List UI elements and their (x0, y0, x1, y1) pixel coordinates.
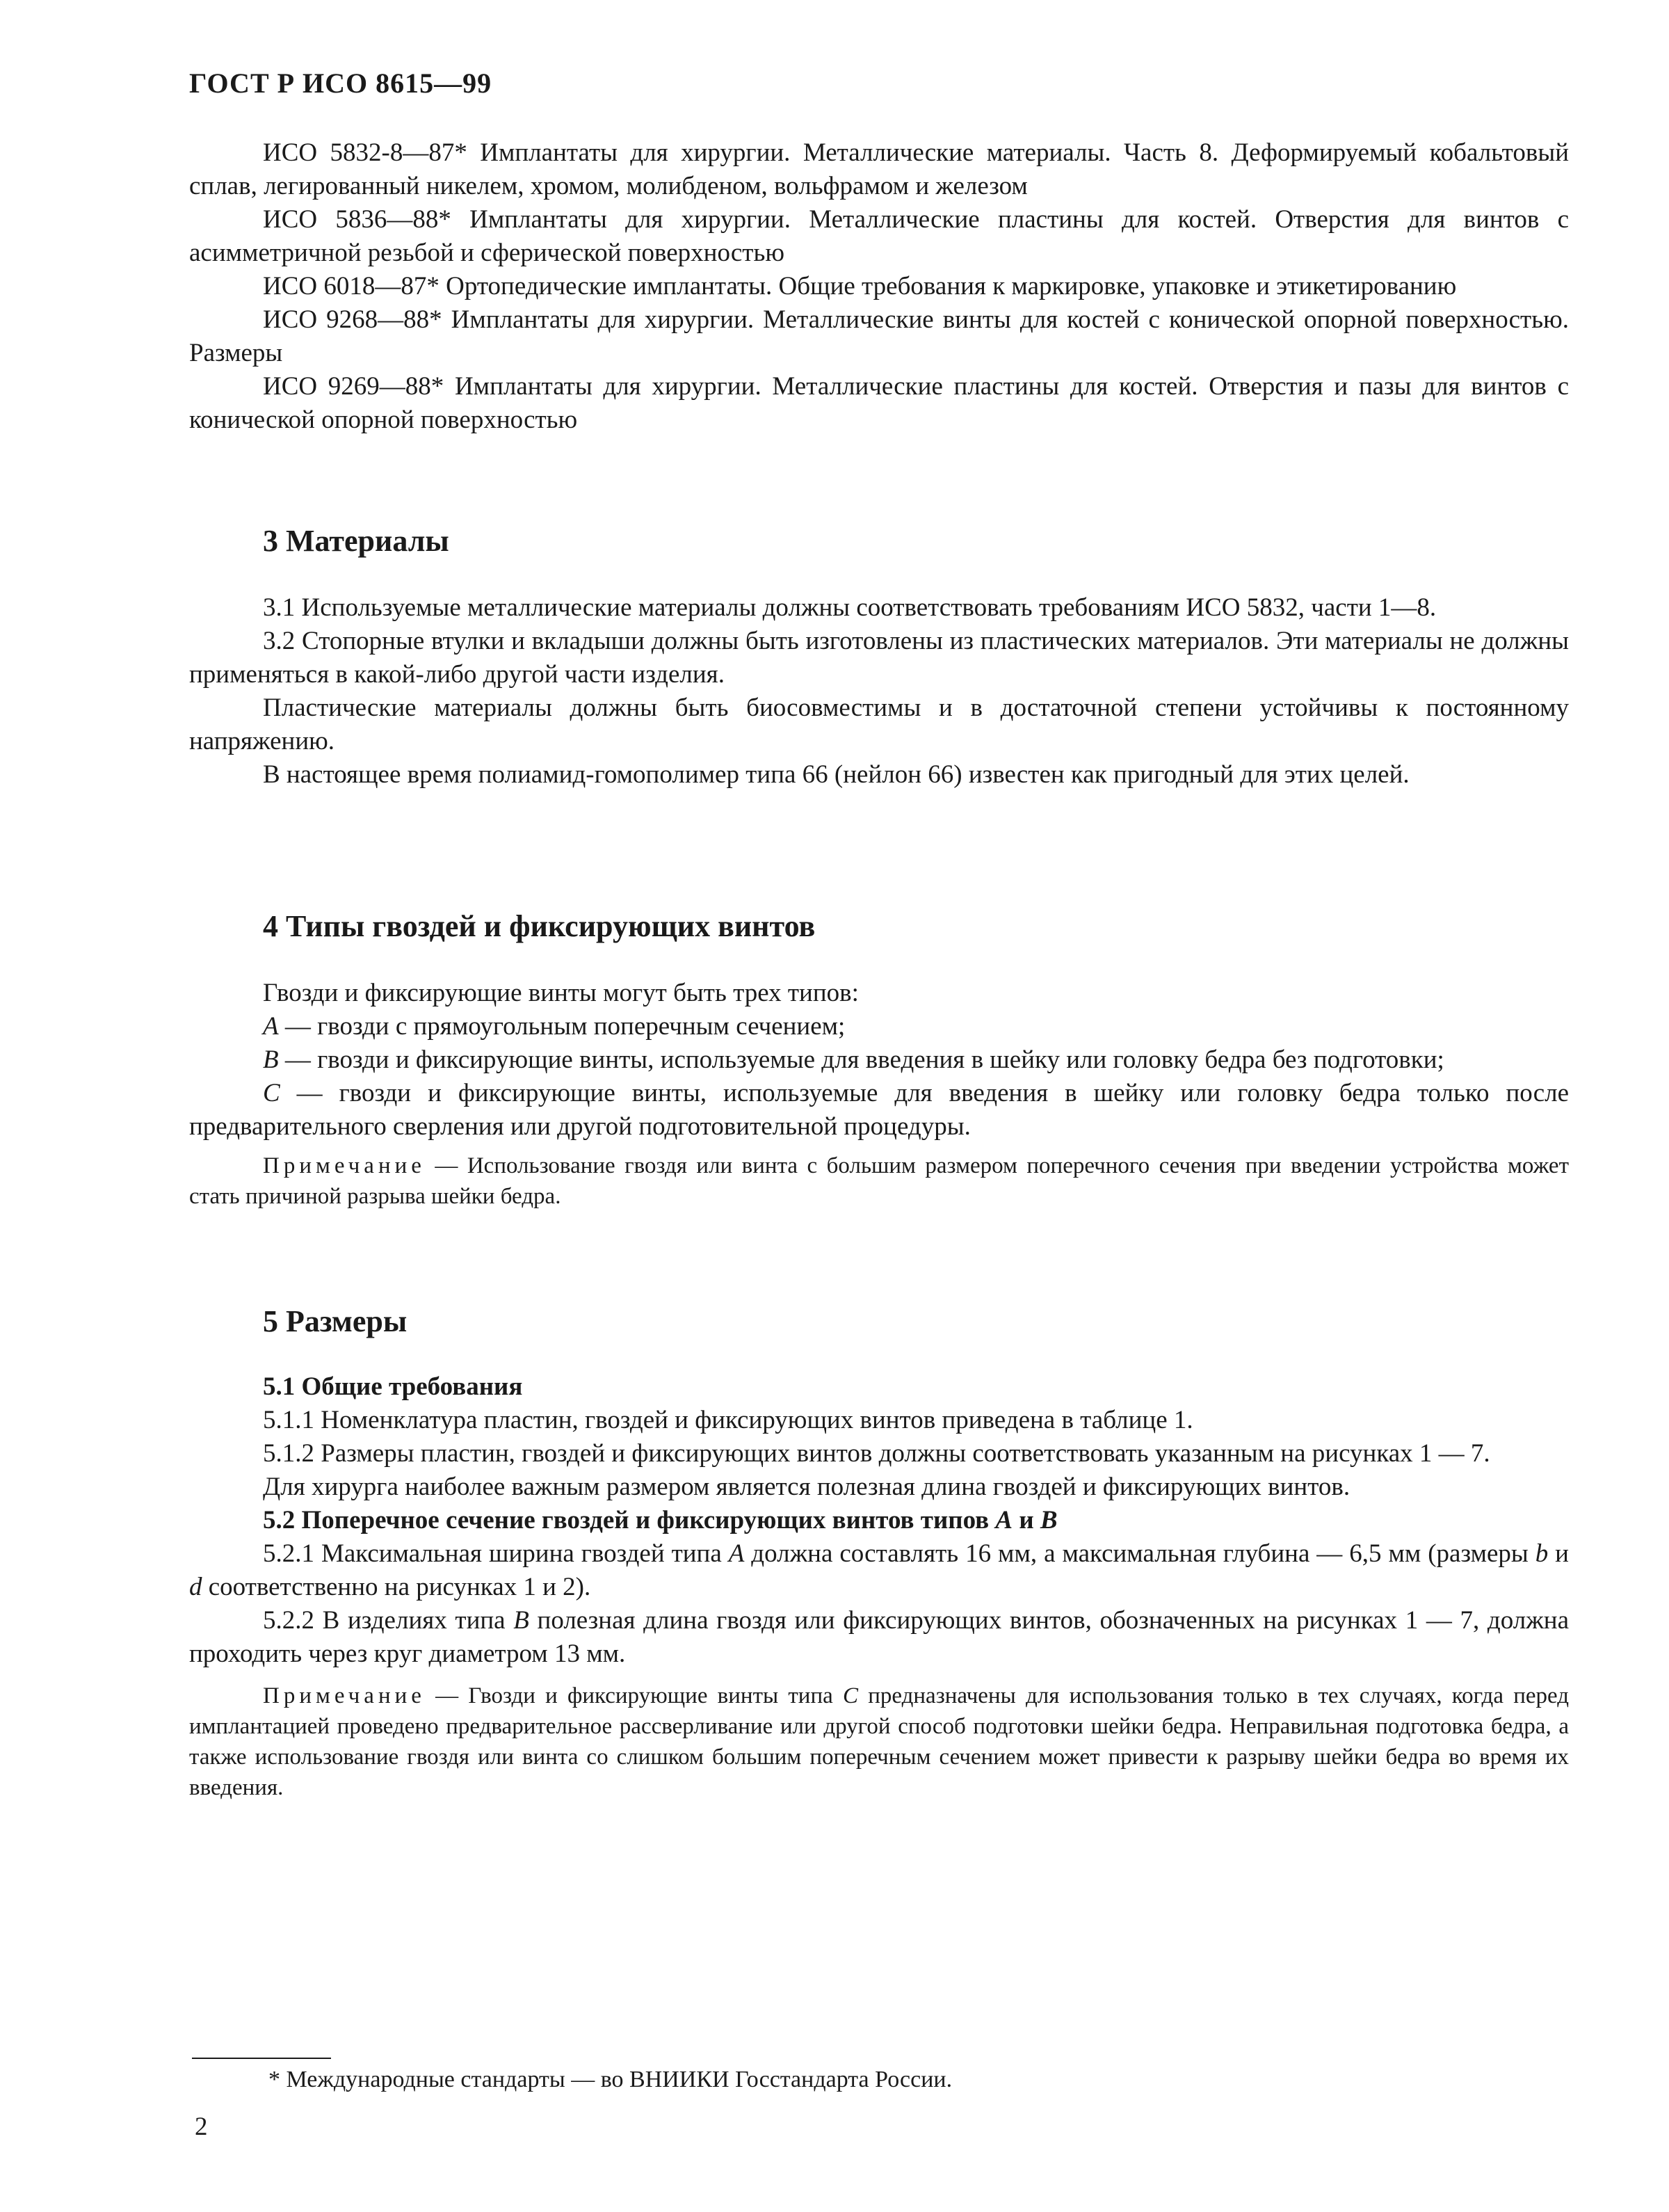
section-3-title: 3 Материалы (263, 524, 449, 558)
types-intro: Гвозди и фиксирующие винты могут быть трех типов: (263, 979, 859, 1007)
type-letter: B (1040, 1506, 1058, 1534)
text-run: должна составлять 16 мм, а максимальная глубина — 6,5 мм (размеры (744, 1539, 1535, 1568)
paragraph-5-1-2: 5.1.2 Размеры пластин, гвоздей и фиксирующих винтов должны соответствовать указанным на рисунках 1 — 7. (263, 1439, 1490, 1468)
text-run: соответственно на рисунках 1 и 2). (202, 1573, 591, 1601)
type-c-item (189, 1077, 1569, 1144)
paragraph-5-1-1: 5.1.1 Номенклатура пластин, гвоздей и фиксирующих винтов приведена в таблице 1. (263, 1406, 1193, 1434)
note-label: Примечание (263, 1153, 426, 1178)
paragraph-plastic-materials: Пластические материалы должны быть биосовместимы и в достаточной степени устойчивы к постоянному напряжению. (189, 694, 1569, 755)
dimension-letter: d (189, 1573, 202, 1601)
standard-header: ГОСТ Р ИСО 8615—99 (189, 67, 492, 99)
footnote-divider (192, 2058, 331, 2059)
note-label: Примечание (263, 1683, 426, 1708)
type-letter: A (995, 1506, 1013, 1534)
note-section-4 (189, 1151, 1569, 1212)
paragraph-3-1: 3.1 Используемые металлические материалы должны соответствовать требованиям ИСО 5832, части 1—8. (263, 593, 1437, 622)
footnote: * Международные стандарты — во ВНИИКИ Госстандарта России. (268, 2067, 953, 2092)
dimension-letter: b (1535, 1539, 1549, 1568)
normative-references (189, 136, 1569, 437)
text-run: 5.2.2 В изделиях типа (263, 1606, 514, 1635)
type-letter: C (263, 1079, 280, 1107)
subsection-text: и (1013, 1506, 1040, 1534)
paragraph-nylon: В настоящее время полиамид-гомополимер типа 66 (нейлон 66) известен как пригодный для этих целей. (263, 760, 1410, 789)
note-text: — Гвозди и фиксирующие винты типа (425, 1683, 843, 1708)
type-description: — гвозди с прямоугольным поперечным сечением; (278, 1012, 846, 1041)
type-letter: A (263, 1012, 279, 1041)
type-letter: B (263, 1045, 279, 1074)
subsection-5-1-title: 5.1 Общие требования (263, 1372, 523, 1401)
paragraph-5-2-2 (189, 1604, 1569, 1671)
text-run: полезная длина гвоздя или фиксирующих винтов, обозначенных на рисунках 1 — 7, должна проходить через круг диаметром 13 мм. (189, 1606, 1569, 1668)
text-run: 5.2.1 Максимальная ширина гвоздей типа (263, 1539, 729, 1568)
type-letter: A (728, 1539, 745, 1568)
paragraph-surgeon: Для хирурга наиболее важным размером является полезная длина гвоздей и фиксирующих винтов. (263, 1473, 1350, 1501)
reference-item: ИСО 9268—88* Имплантаты для хирургии. Металлические винты для костей с конической опорной поверхностью. Размеры (189, 305, 1569, 367)
section-4-body (189, 977, 1569, 1212)
reference-item: ИСО 6018—87* Ортопедические имплантаты. Общие требования к маркировке, упаковке и этикетированию (263, 272, 1457, 300)
section-3-body (189, 591, 1569, 792)
reference-item: ИСО 5836—88* Имплантаты для хирургии. Металлические пластины для костей. Отверстия для винтов с асимметричной резьбой и сферической поверхностью (189, 205, 1569, 267)
reference-item: ИСО 9269—88* Имплантаты для хирургии. Металлические пластины для костей. Отверстия и пазы для винтов с конической опорной поверхностью (189, 372, 1569, 434)
section-4-title: 4 Типы гвоздей и фиксирующих винтов (263, 909, 816, 943)
subsection-5-2-title (189, 1504, 1569, 1537)
type-b-item (189, 1043, 1569, 1077)
reference-item: ИСО 5832-8—87* Имплантаты для хирургии. Металлические материалы. Часть 8. Деформируемый кобальтовый сплав, легированный никелем, хромом, молибденом, вольфрамом и железом (189, 138, 1569, 200)
type-description: — гвозди и фиксирующие винты, используемые для введения в шейку или головку бедра только после предварительного сверления или другой подготовительной процедуры. (189, 1079, 1569, 1141)
text-run: и (1548, 1539, 1569, 1568)
type-letter: B (513, 1606, 529, 1635)
page-number: 2 (195, 2113, 208, 2141)
section-5-body (189, 1370, 1569, 1803)
section-5-title: 5 Размеры (263, 1304, 408, 1338)
type-a-item (189, 1010, 1569, 1043)
note-section-5 (189, 1681, 1569, 1803)
type-letter: C (843, 1683, 859, 1708)
note-text: предназначены для использования только в тех случаях, когда перед имплантацией проведено предварительное рассверливание или другой способ подготовки шейки бедра. Неправильная подготовка бедра, а также использование гвоздя или винта со слишком большим поперечным сечением может привести к разрыву шейки бедра во время их введения. (189, 1683, 1569, 1800)
subsection-text: 5.2 Поперечное сечение гвоздей и фиксирующих винтов типов (263, 1506, 996, 1534)
type-description: — гвозди и фиксирующие винты, используемые для введения в шейку или головку бедра без подготовки; (278, 1045, 1444, 1074)
note-text: — Использование гвоздя или винта с большим размером поперечного сечения при введении устройства может стать причиной разрыва шейки бедра. (189, 1153, 1569, 1209)
paragraph-3-2: 3.2 Стопорные втулки и вкладыши должны быть изготовлены из пластических материалов. Эти материалы не должны применяться в какой-либо другой части изделия. (189, 627, 1569, 689)
paragraph-5-2-1 (189, 1537, 1569, 1604)
